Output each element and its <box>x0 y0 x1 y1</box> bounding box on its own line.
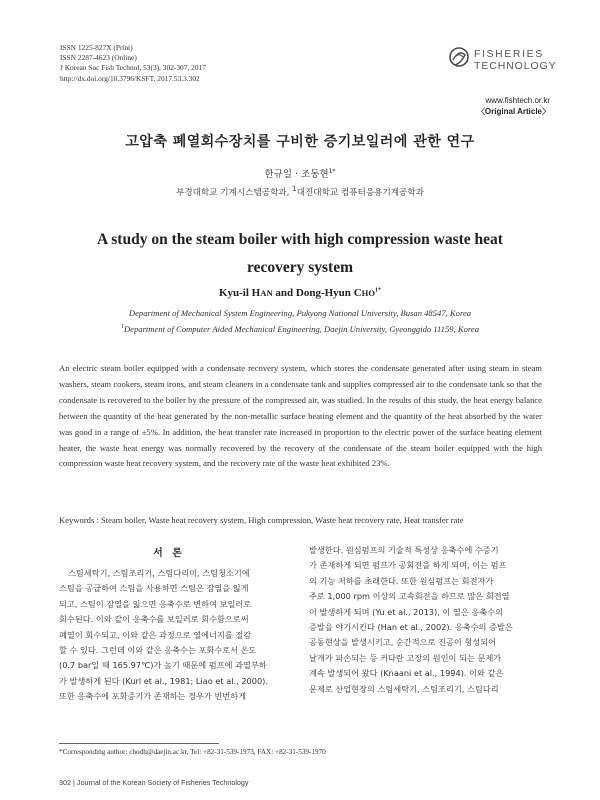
page-footer: 302 | Journal of the Korean Society of Fisheries Technology <box>59 778 249 787</box>
body-line: 되고, 스팀이 잠열을 잃으면 응축수로 변하여 보일러로 <box>59 598 252 609</box>
department-1: Department of Mechanical System Engineering, Pukyong National University, Busan 48547, Korea <box>128 308 472 318</box>
english-title <box>60 226 540 282</box>
journal-logo <box>448 44 557 80</box>
author-marker: 1* <box>328 167 336 175</box>
body-line: 증발을 야기시킨다 (Han et al., 2002). 응축수의 증발은 <box>309 622 513 633</box>
korean-author-names: 한규일 · 조동현 <box>264 169 329 180</box>
body-line: 할 수 있다. 그런데 이와 같은 응축수는 포화수로서 온도 <box>59 645 257 656</box>
affiliation-marker: 1 <box>292 184 297 193</box>
english-title-line-2: recovery system <box>246 259 353 276</box>
body-line: 또한 응축수에 포화증기가 존재하는 경우가 빈번하게 <box>59 691 247 702</box>
body-line: 날개가 파손되는 등 커다란 고장의 원인이 되는 문제가 <box>309 652 502 663</box>
article-type-label: 〈Original Article〉 <box>476 107 550 116</box>
body-line: 공동현상을 발생시키고, 순간적으로 진공이 형성되어 <box>309 637 497 648</box>
fish-hook-icon <box>448 46 470 72</box>
department-2-marker: 1 <box>120 324 124 331</box>
english-authors <box>0 287 600 299</box>
abstract-paragraph: An electric steam boiler equipped with a condensate recovery system, which stores the condensate generated after using steam in steam washers, steam cookers, steam irons, and steam cleaners in a condensate tank and supplies compressed air to the condensate tank so that the condensate is recovered to the boiler by the pressure of the compressed air, was studied. In the results of this study, the heat energy balance between the quantity of the heat generated by the non-metallic surface heating element and the quantity of the heat absorbed by the water was good in a range of ±5%. In addition, the heat transfer rate increased in proportion to the electric power of the surface heating element heater, the waste heat energy was normally recovered by the recovery of the condensate of the steam boiler equipped with the high compression waste heat recovery system, and the recovery rate of the waste heat exhibited 23%. <box>59 363 542 469</box>
footnote-divider <box>59 743 219 744</box>
body-line: 주로 1,000 rpm 이상의 고속회전을 하므로 많은 회전열 <box>309 591 510 602</box>
body-line: 가 발생하게 된다 (Kurl et al., 1981; Liao et al., 2000). <box>59 675 268 686</box>
author-2-family-rest: HO <box>361 288 376 298</box>
korean-affiliation-2: 대진대학교 컴퓨터응용기계공학과 <box>296 187 424 198</box>
body-line: 의 기능 저하를 초래한다. 또한 원심펌프는 회전자가 <box>309 575 494 586</box>
author-1-family-rest: AN <box>260 288 273 298</box>
english-title-line-1: A study on the steam boiler with high compression waste heat <box>97 231 503 248</box>
issn-online: ISSN 2287-4623 (Online) <box>60 53 137 63</box>
korean-affiliations <box>0 184 600 198</box>
body-line: 스팀세탁기, 스팀조리기, 스팀다리미, 스팀청소기에 <box>68 568 250 578</box>
body-line: 스팀을 공급하여 스팀을 사용하면 스팀은 잠열을 잃게 <box>59 583 249 594</box>
author-1-given: Kyu-il <box>218 287 252 299</box>
issn-print: ISSN 1225-827X (Print) <box>60 43 133 52</box>
department-2-text: Department of Computer Aided Mechanical Engineering, Daejin University, Gyeonggido 11159, Korea <box>123 324 480 334</box>
left-column-body <box>59 566 283 705</box>
korean-authors <box>0 166 600 180</box>
body-line: 회수된다. 이와 같이 응축수를 보일러로 회수함으로써 <box>59 614 249 625</box>
journal-identifiers <box>60 43 206 84</box>
department-2 <box>0 324 600 334</box>
author-1-family-initial: H <box>251 287 261 299</box>
keywords-line: Keywords : Steam boiler, Waste heat recovery system, High compression, Waste heat recovery rate, Heat transfer rate <box>59 515 464 525</box>
author-connector: and <box>272 287 296 299</box>
corresponding-author-footnote: *Corresponding author: chodh@daejin.ac.kr, Tel: +82-31-539-1973, FAX: +82-31-539-1970 <box>59 748 326 756</box>
body-line: 계속 발생되어 왔다 (Knaani et al., 1994). 이와 같은 <box>309 668 504 679</box>
citation-line: J Korean Soc Fish Technol, 53(3), 302-307, 2017 <box>60 63 206 73</box>
body-line: (0.7 bar일 때 165.97℃)가 높기 때문에 펌프에 과열부하 <box>59 660 267 671</box>
logo-text-fisheries: FISHERIES <box>474 48 544 60</box>
right-column-body <box>309 543 533 697</box>
doi-link[interactable]: http://dx.doi.org/10.3796/KSFT. 2017.53.3.302 <box>60 73 200 83</box>
logo-text-technology: TECHNOLOGY <box>474 60 557 72</box>
author-2-given: Dong-Hyun <box>295 287 354 299</box>
english-author-marker: 1* <box>375 287 382 294</box>
introduction-heading: 서 론 <box>153 548 185 559</box>
body-line: 발생한다. 원심펌프의 기술적 특성상 응축수에 수증기 <box>309 545 499 555</box>
author-2-family-initial: C <box>353 287 362 299</box>
body-line: 폐열이 회수되고, 이와 같은 과정으로 열에너지를 절감 <box>59 629 252 640</box>
journal-website-link[interactable]: www.fishtech.or.kr <box>485 96 550 105</box>
body-line: 가 존재하게 되면 펌프가 공회전을 하게 되며, 이는 펌프 <box>309 560 507 571</box>
body-line: 이 발생하게 되며 (Yu et al., 2013), 이 열은 응축수의 <box>309 606 503 617</box>
korean-affiliation-1: 부경대학교 기계시스템공학과, <box>176 187 290 198</box>
body-line: 문제로 산업현장의 스팀세탁기, 스팀조리기, 스팀다리 <box>309 683 499 694</box>
korean-title: 고압축 폐열회수장치를 구비한 증기보일러에 관한 연구 <box>125 134 475 150</box>
